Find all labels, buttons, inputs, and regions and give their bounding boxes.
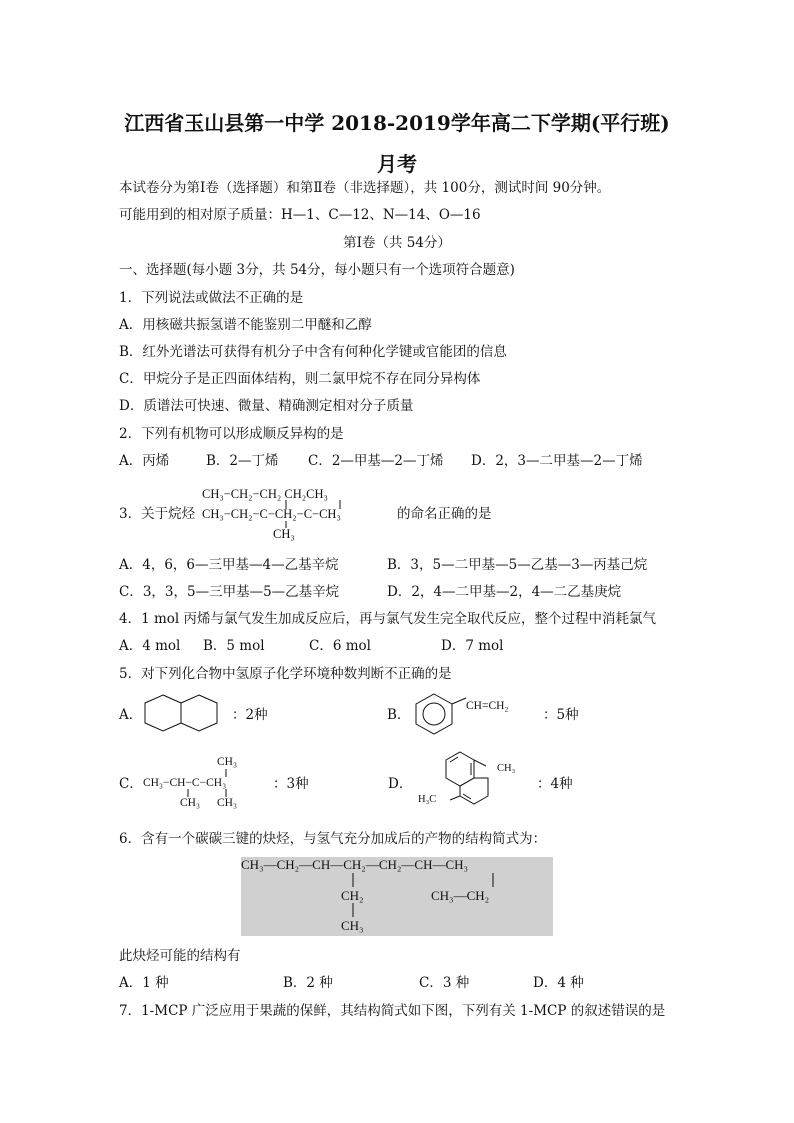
q5-c-answer: ：3种 xyxy=(273,776,309,792)
q4-option-b: B．5 mol xyxy=(203,638,265,654)
q5-d-methyl-top: CH₃ xyxy=(497,763,516,774)
q6-option-a: A．1 种 xyxy=(119,975,169,991)
q3-option-b: B．3，5—二甲基—5—乙基—3—丙基己烷 xyxy=(387,557,648,573)
q5-d-answer: ：4种 xyxy=(537,776,573,792)
q1-stem: 1．下列说法或做法不正确的是 xyxy=(119,290,304,306)
q1-option-c: C．甲烷分子是正四面体结构，则二氯甲烷不存在同分异构体 xyxy=(119,371,481,387)
intro-text: 本试卷分为第Ⅰ卷（选择题）和第Ⅱ卷（非选择题），共 100分，测试时间 90分钟。 xyxy=(119,180,611,196)
q1-option-b: B．红外光谱法可获得有机分子中含有何种化学键或官能团的信息 xyxy=(119,344,507,360)
q2-stem: 2．下列有机物可以形成顺反异构的是 xyxy=(119,426,344,442)
q3-structure-main: CH₃−CH₂−C−CH₂−C−CH₃ xyxy=(202,507,341,521)
q6-stem: 6．含有一个碳碳三键的炔烃，与氢气充分加成后的产物的结构简式为： xyxy=(119,831,547,847)
q3-suffix: 的命名正确的是 xyxy=(397,506,492,522)
q5-d-methyl-left: H₃C xyxy=(418,794,437,805)
part-one-heading: 第Ⅰ卷（共 54分） xyxy=(343,235,451,251)
section-heading: 一、选择题(每小题 3分，共 54分，每小题只有一个选项符合题意) xyxy=(119,262,515,278)
q4-option-d: D．7 mol xyxy=(441,638,504,654)
q3-option-d: D．2，4—二甲基—2，4—二乙基庚烷 xyxy=(387,584,622,600)
q6-prompt: 此炔烃可能的结构有 xyxy=(119,948,241,964)
q5-d-label: D． xyxy=(388,776,413,792)
q3-option-a: A．4，6，6—三甲基—4—乙基辛烷 xyxy=(119,557,339,573)
q5-a-answer: ：2种 xyxy=(232,707,268,723)
q5-b-answer: ：5种 xyxy=(543,707,579,723)
q4-stem: 4．1 mol 丙烯与氯气发生加成反应后，再与氯气发生完全取代反应，整个过程中消耗氯气 xyxy=(119,611,657,627)
q3-structure-bonds xyxy=(200,497,390,531)
title-line-1: 江西省玉山县第一中学 2018-2019学年高二下学期(平行班) xyxy=(124,111,670,135)
q5-c-label: C． xyxy=(119,776,143,792)
q5-a-label: A． xyxy=(119,707,143,723)
q6-ethyl-branch: CH₃—CH₂ xyxy=(431,888,490,903)
q1-option-a: A．用核磁共振氢谱不能鉴别二甲醚和乙醇 xyxy=(119,317,372,333)
q5-c-methyl-b: CH₃ xyxy=(217,797,237,809)
q6-option-b: B．2 种 xyxy=(283,975,333,991)
q2-option-c: C．2—甲基—2—丁烯 xyxy=(308,453,444,469)
q2-option-d: D．2，3—二甲基—2—丁烯 xyxy=(471,453,643,469)
q5-c-methyl-a: CH₃ xyxy=(180,797,200,809)
q6-ch2-branch: CH₂ xyxy=(341,888,364,903)
q5-c-bonds xyxy=(140,767,260,799)
q3-structure-top: CH₃−CH₂−CH₂ CH₂CH₃ xyxy=(202,487,328,501)
q4-option-c: C．6 mol xyxy=(309,638,371,654)
q5-d-naphthalene-structure xyxy=(442,746,498,816)
q7-stem: 7．1-MCP 广泛应用于果蔬的保鲜，其结构简式如下图，下列有关 1-MCP 的叙述错误的是 xyxy=(119,1003,666,1019)
q5-c-methyl-top: CH₃ xyxy=(217,756,237,768)
q6-bonds xyxy=(241,857,553,936)
q5-a-decalin-structure xyxy=(143,693,218,735)
q3-structure-bottom: CH₃ xyxy=(273,527,295,541)
q3-prefix: 3．关于烷烃 xyxy=(119,506,196,522)
q6-ch3-branch: CH₃ xyxy=(341,918,364,933)
q5-b-benzene-ring xyxy=(412,690,472,736)
q3-option-c: C．3，3，5—三甲基—5—乙基辛烷 xyxy=(119,584,340,600)
q1-option-d: D．质谱法可快速、微量、精确测定相对分子质量 xyxy=(119,398,414,414)
q6-option-c: C．3 种 xyxy=(419,975,470,991)
q5-c-main-chain: CH₃−CH−C−CH₃ xyxy=(143,777,227,789)
title-line-2: 月考 xyxy=(377,152,417,176)
q5-b-vinyl-group: CH=CH₂ xyxy=(466,700,509,712)
q2-option-a: A．丙烯 xyxy=(119,453,170,469)
q6-option-d: D．4 种 xyxy=(533,975,584,991)
q4-option-a: A．4 mol xyxy=(119,638,181,654)
q5-b-label: B． xyxy=(387,707,411,723)
q6-main-chain: CH₃—CH₂—CH—CH₂—CH₂—CH—CH₃ xyxy=(241,857,469,872)
q2-option-b: B．2—丁烯 xyxy=(206,453,279,469)
atomic-masses: 可能用到的相对原子质量：H—1、C—12、N—14、O—16 xyxy=(119,207,481,223)
q5-stem: 5．对下列化合物中氢原子化学环境种数判断不正确的是 xyxy=(119,666,452,682)
q6-structure-box xyxy=(241,857,553,936)
